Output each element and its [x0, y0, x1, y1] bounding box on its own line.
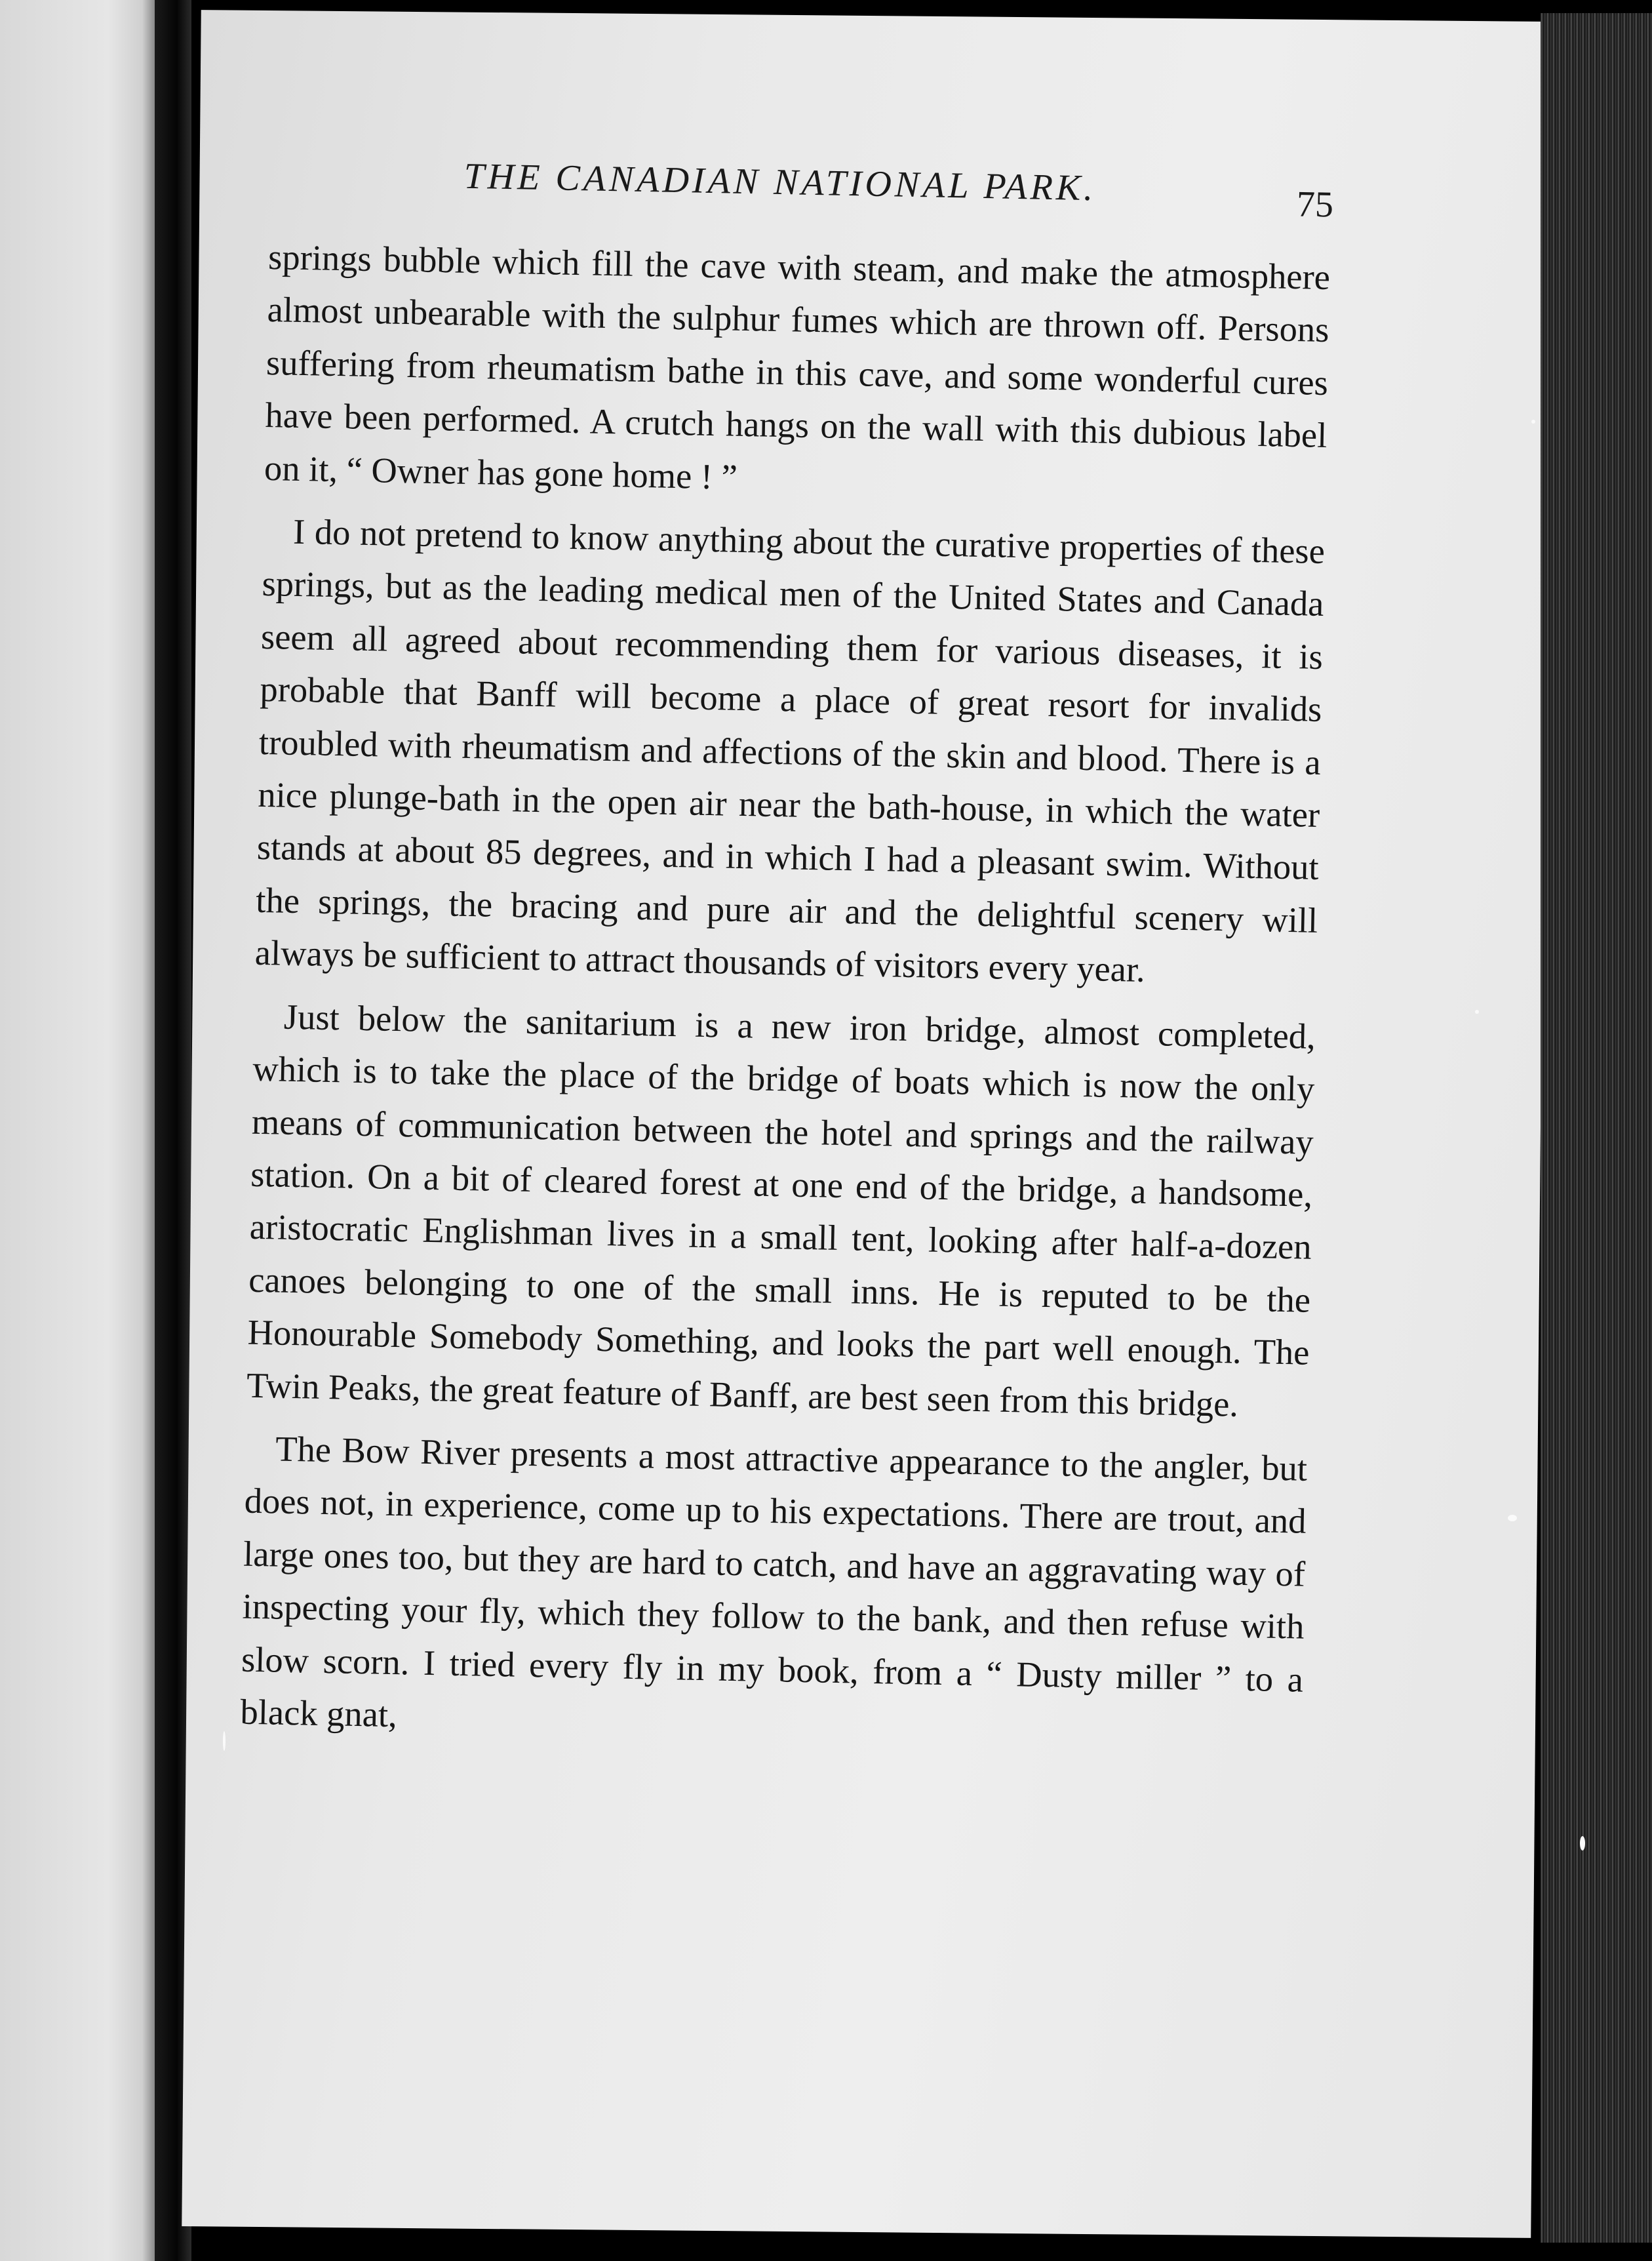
body-text: [240, 231, 1331, 1769]
paragraph: The Bow River presents a most attractive appearance to the angler, but does not, in experience, come up to his expectations. There are trout, and large ones too, but they are hard to catch, and have an aggravating way of inspecting your fly, which they follow to the bank, and then refuse with slow scorn. I tried every fly in my book, from a “ Dusty miller ” to a black gnat,: [240, 1428, 1308, 1735]
page-stack-edge: [1541, 13, 1652, 2243]
paragraph: Just below the sanitarium is a new iron bridge, almost completed, which is to take the place of the bridge of boats which is now the only means of communication between the hotel and springs and the railway station. On a bit of cleared forest at one end of the bridge, a handsome, aristocratic Englishman lives in a small tent, looking after half-a-dozen canoes belonging to one of the small inns. He is reputed to be the Honourable Somebody Something, and looks the part well enough. The Twin Peaks, the great feature of Banff, are best seen from this bridge.: [246, 996, 1316, 1424]
left-page-edge: [0, 0, 155, 2261]
page-number: 75: [1296, 184, 1334, 226]
scan-speck: [1508, 1515, 1517, 1521]
running-head: THE CANADIAN NATIONAL PARK.: [463, 155, 1097, 209]
scan-speck: [1531, 420, 1535, 424]
scan-speck: [1580, 1836, 1585, 1851]
paragraph: I do not pretend to know anything about the curative properties of these springs, but as the leading medical men of the United States and Canada seem all agreed about recommending them for various diseases, it is probable that Banff will become a place of great resort for invalids troubled with rheumatism and affections of the skin and blood. There is a nice plunge-bath in the open air near the bath-house, in which the water stands at about 85 degrees, and in which I had a pleasant swim. Without the springs, the bracing and pure air and the delightful scenery will always be sufficient to attract thousands of visitors every year.: [254, 511, 1326, 990]
paragraph: springs bubble which fill the cave with steam, and make the atmosphere almost unbearable with the sulphur fumes which are thrown off. Persons suffering from rheumatism bathe in this cave, and some wonderful cures have been performed. A crutch hangs on the wall with this dubious label on it, “ Owner has gone home ! ”: [264, 236, 1331, 497]
scan-speck: [223, 1731, 226, 1751]
scan-speck: [1475, 1010, 1479, 1014]
